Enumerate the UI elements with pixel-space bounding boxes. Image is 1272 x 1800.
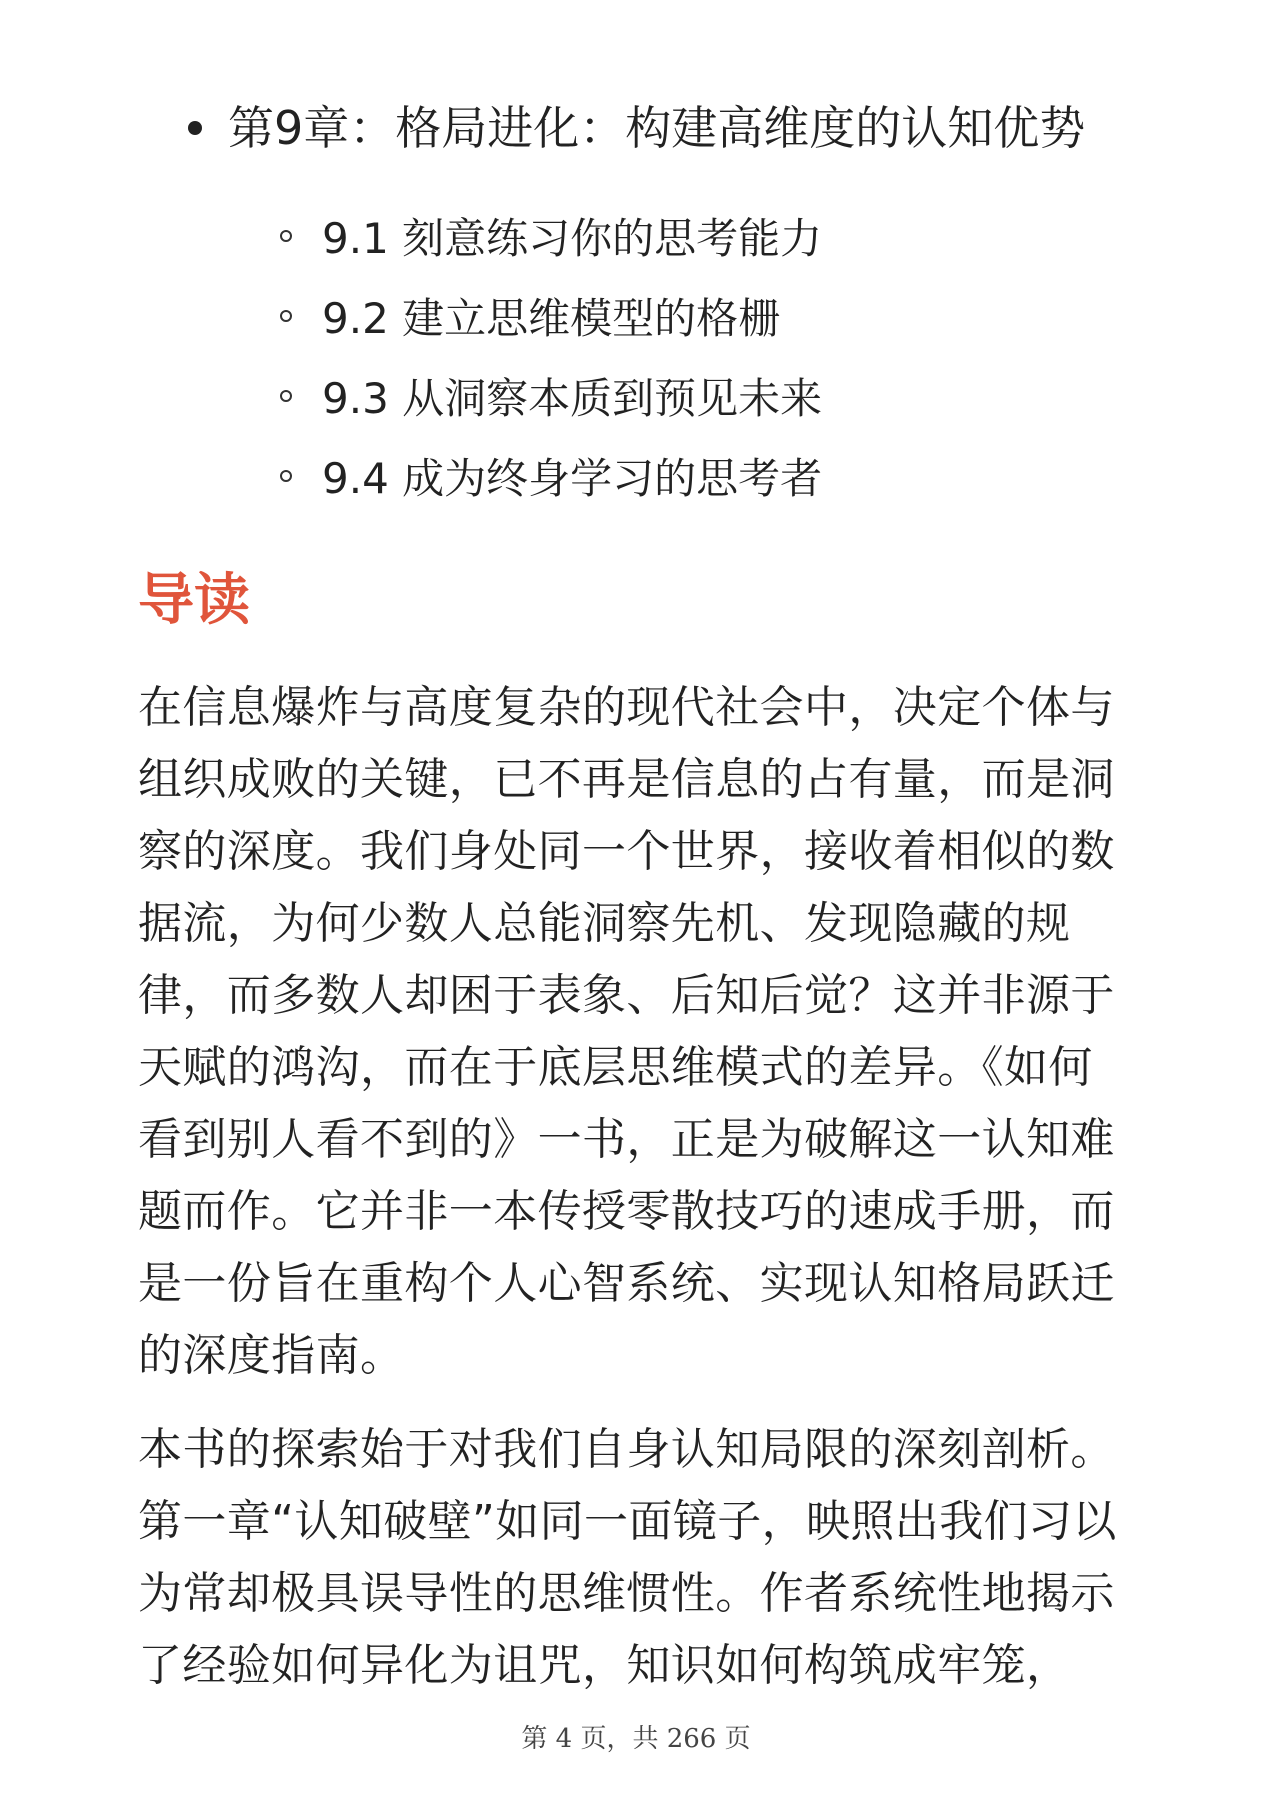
intro-paragraph-2: 本书的探索始于对我们自身认知局限的深刻剖析。第一章“认知破壁”如同一面镜子，映照出我们习以为常却极具误导性的思维惯性。作者系统性地揭示了经验如何异化为诅咒，知识如何构筑成牢笼， — [138, 1424, 1117, 1691]
bullet-circle-icon — [280, 230, 292, 242]
list-item — [280, 196, 822, 276]
section-label: 9.2 建立思维模型的格栅 — [322, 294, 781, 343]
intro-heading: 导读 — [138, 568, 250, 633]
list-item — [280, 276, 822, 356]
chapter-title: 第9章：格局进化：构建高维度的认知优势 — [228, 101, 1086, 155]
bullet-circle-icon — [280, 390, 292, 402]
bullet-circle-icon — [280, 470, 292, 482]
list-item — [280, 436, 822, 516]
section-label: 9.1 刻意练习你的思考能力 — [322, 214, 823, 263]
bullet-disc-icon — [188, 121, 202, 135]
section-label: 9.4 成为终身学习的思考者 — [322, 454, 823, 503]
section-list — [280, 196, 822, 516]
page-number: 第 4 页，共 266 页 — [521, 1724, 751, 1754]
chapter-entry — [188, 96, 1085, 160]
bullet-circle-icon — [280, 310, 292, 322]
section-label: 9.3 从洞察本质到预见未来 — [322, 374, 823, 423]
list-item — [280, 356, 822, 436]
intro-paragraph-1: 在信息爆炸与高度复杂的现代社会中，决定个体与组织成败的关键，已不再是信息的占有量，而是洞察的深度。我们身处同一个世界，接收着相似的数据流，为何少数人总能洞察先机、发现隐藏的规律，而多数人却困于表象、后知后觉？这并非源于天赋的鸿沟，而在于底层思维模式的差异。《如何看到别人看不到的》一书，正是为破解这一认知难题而作。它并非一本传授零散技巧的速成手册，而是一份旨在重构个人心智系统、实现认知格局跃迁的深度指南。 — [138, 682, 1115, 1381]
